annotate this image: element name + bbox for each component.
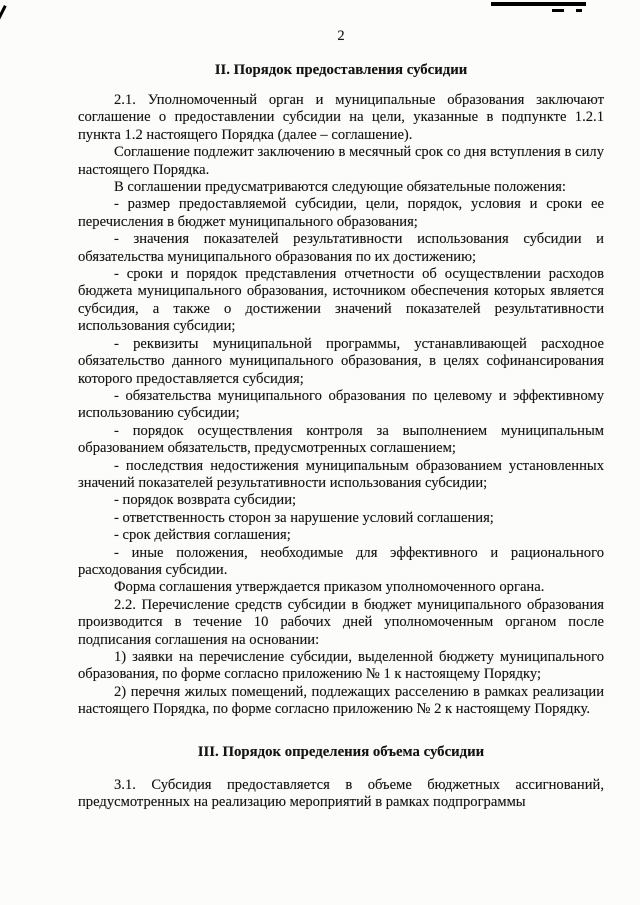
page-number: 2 — [337, 28, 345, 44]
list-item-paragraph: - обязательства муниципального образования по целевому и эффективному использованию субсидии; — [78, 387, 604, 422]
section-ii-heading: II. Порядок предоставления субсидии — [214, 62, 468, 78]
list-item-paragraph: - срок действия соглашения; — [114, 527, 291, 544]
list-item-paragraph: - размер предоставляемой субсидии, цели, порядок, условия и сроки ее перечисления в бюджет муниципального образования; — [78, 196, 604, 230]
section-iii-heading: III. Порядок определения объема субсидии — [197, 743, 485, 760]
list-item-paragraph: - реквизиты муниципальной программы, устанавливающей расходное обязательство данного муниципального образования, в целях софинансирования которого предоставляется субсидия; — [78, 335, 604, 387]
list-item-paragraph: - значения показателей результативности использования субсидии и обязательства муниципального образования по их достижению; — [78, 231, 604, 265]
list-item-paragraph: - порядок осуществления контроля за выполнением муниципальным образованием обязательств, предусмотренных соглашением; — [78, 422, 604, 457]
scan-artifact-top-right-tick — [552, 9, 564, 12]
numbered-item-paragraph: 1) заявки на перечисление субсидии, выделенной бюджету муниципального образования, по форме согласно приложению № 1 к настоящему Порядку; — [78, 649, 604, 683]
paragraph: Соглашение подлежит заключению в месячный срок со дня вступления в силу настоящего Порядка. — [78, 144, 604, 178]
list-item-paragraph: - порядок возврата субсидии; — [114, 492, 297, 509]
paragraph: 2.1. Уполномоченный орган и муниципальные образования заключают соглашение о предоставлении субсидии на цели, указанные в подпункте 1.2.1 пункта 1.2 настоящего Порядка (далее – соглашение). — [78, 92, 604, 143]
paragraph: 3.1. Субсидия предоставляется в объеме бюджетных ассигнований, предусмотренных на реализацию мероприятий в рамках подпрограммы — [78, 776, 604, 811]
list-item-paragraph: - ответственность сторон за нарушение условий соглашения; — [114, 509, 494, 526]
paragraph: 2.2. Перечисление средств субсидии в бюджет муниципального образования производится в течение 10 рабочих дней уполномоченным органом после подписания соглашения на основании: — [78, 596, 604, 648]
numbered-item-paragraph: 2) перечня жилых помещений, подлежащих расселению в рамках реализации настоящего Порядка, по форме согласно приложению № 2 к настоящему Порядку. — [78, 683, 604, 718]
scan-artifact-top-right-tick — [576, 9, 582, 12]
scan-artifact-top-right-line — [491, 2, 586, 6]
paragraph: В соглашении предусматриваются следующие обязательные положения: — [114, 179, 566, 196]
scan-artifact-top-left — [0, 5, 7, 31]
list-item-paragraph: - сроки и порядок представления отчетности об осуществлении расходов бюджета муниципального образования, источником обеспечения которых является субсидия, а также о достижении значений показателей результативности использования субсидии; — [78, 266, 604, 335]
paragraph: Форма соглашения утверждается приказом уполномоченного органа. — [114, 579, 545, 596]
list-item-paragraph: - последствия недостижения муниципальным образованием установленных значений показателей результативности использования субсидии; — [78, 457, 604, 491]
list-item-paragraph: - иные положения, необходимые для эффективного и рационального расходования субсидии. — [78, 544, 604, 578]
